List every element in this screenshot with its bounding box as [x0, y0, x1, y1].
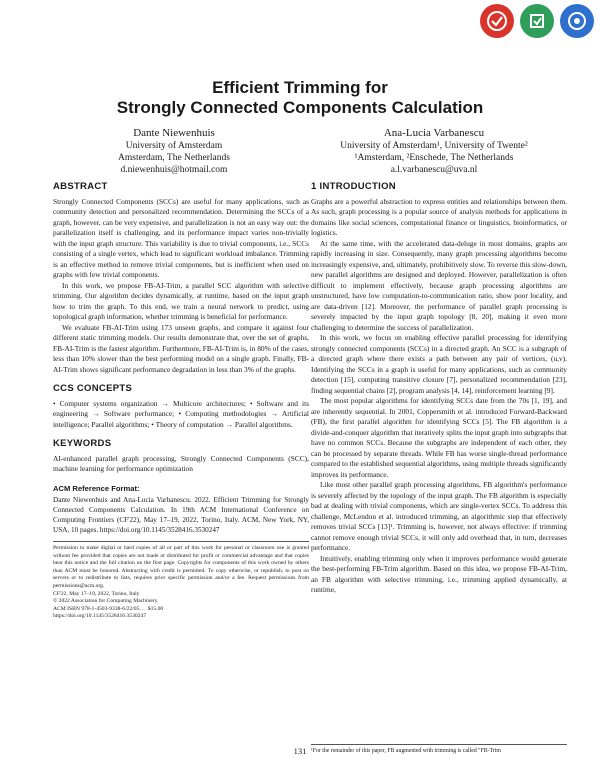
intro-paragraph: Like most other parallel graph processing algorithms, FB algorithm's performance is severely affected by the topology of the input graph. The FB algorithm is especially bad at dealing with trivial components, which are single-vertex SCCs. To address this challenge, McLendon et al. introduced trimming, an algorithmic step that effectively removes trivial SCCs [13]¹. Trimming is, however, not always effective: if trimming cannot remove enough trivial SCCs, it will only add overhead that, in turn, decreases performance. — [311, 480, 567, 552]
author-2 — [304, 126, 564, 176]
page-number: 131 — [293, 746, 307, 756]
keywords-text: AI-enhanced parallel graph processing, Strongly Connected Components (SCC), machine learning for performance optimization — [53, 453, 309, 473]
intro-paragraph: In this work, we focus on enabling effective parallel processing for identifying strongly connected components (SCCs) in a directed graph. An SCC is a subgraph of a directed graph where there exists a path between any pair of vertices, (u,v). Identifying the SCCs in a graph is useful for many applications, such as community detection [15], computing transitive closure [7], personalized recommendation [23], finding sequential chains [2], program analysis [4, 14], reinforcement learning [9]. — [311, 333, 567, 395]
permission-text: Permission to make digital or hard copies of all or part of this work for personal or classroom use is granted without fee provided that copies are not made or distributed for profit or commercial advantage and that copies bear this notice and the full citation on the first page. Copyrights for components of this work owned by others than ACM must be honored. Abstracting with credit is permitted. To copy otherwise, or republish, to post on servers or to redistribute to lists, requires prior specific permission and/or a fee. Request permissions from permissions@acm.org. — [53, 545, 309, 589]
author-location: ¹Amsterdam, ²Enschede, The Netherlands — [354, 153, 514, 163]
author-1 — [44, 126, 304, 176]
author-affiliation: University of Amsterdam¹, University of Twente² — [340, 141, 528, 151]
ccs-concepts: • Computer systems organization → Multicore architectures; • Software and its engineering → Software performance; • Computing methodologies → Artificial intelligence; Parallel algorithms; • Theory of computation → Parallel algorithms. — [53, 398, 309, 429]
title-line-1: Efficient Trimming for — [212, 78, 388, 97]
author-name: Dante Niewenhuis — [133, 127, 215, 139]
intro-paragraph: The most popular algorithms for identifying SCCs date from the 70s [1, 19], and are inherently sequential. In 2001, Coppersmith et al. introduced Forward-Backward (FB), the first parallel algorithm for identifying SCCs [5]. The FB algorithm is a divide-and-conquer algorithm that iteratively splits the input graph into subgraphs that have no common SCCs. Because the subgraphs are independent of each other, they can be processed by separate threads. While FB has worse single-thread performance compared to the established sequential algorithms, using multiple threads significantly improves its performance. — [311, 396, 567, 479]
author-block — [44, 126, 564, 176]
title-line-2: Strongly Connected Components Calculation — [116, 98, 484, 117]
author-email[interactable]: d.niewenhuis@hotmail.com — [120, 165, 228, 175]
author-location: Amsterdam, The Netherlands — [118, 153, 230, 163]
author-email[interactable]: a.l.varbanescu@uva.nl — [390, 165, 478, 175]
isbn-line: ACM ISBN 978-1-4503-9338-6/22/05. . . $15.00 — [53, 605, 164, 612]
permission-notice — [53, 541, 309, 621]
ccs-heading: CCS CONCEPTS — [53, 383, 133, 394]
conference-line: CF'22, May 17–19, 2022, Torino, Italy — [53, 590, 140, 597]
abstract-heading: ABSTRACT — [53, 181, 108, 192]
introduction-heading: 1 INTRODUCTION — [311, 181, 396, 192]
abstract-paragraph: We evaluate FB-AI-Trim using 173 unseen graphs, and compare it against four different static trimming models. Our results demonstrate that, over the set of graphs, FB-AI-Trim is the fastest algorithm. Furthermore, FB-AI-Trim is, in 80% of the cases, less than 10% slower than the best performing model on a single graph. Finally, FB-AI-Trim shows significant performance degradation in less than 3% of the graphs. — [53, 322, 309, 374]
acm-badges — [480, 4, 594, 38]
left-column — [53, 182, 309, 621]
author-name: Ana-Lucia Varbanescu — [383, 127, 485, 139]
abstract-paragraph: In this work, we propose FB-AI-Trim, a parallel SCC algorithm with selective trimming. Our algorithm decides dynamically, at runtime, based on the input graph how to trim the graph. To this end, we train a neural network to predict, using topological graph information, whether trimming is beneficial for performance. — [53, 280, 309, 321]
intro-paragraph: Graphs are a powerful abstraction to express entities and relationships between them. As such, graph processing is a popular source of analysis methods for applications in domains like social sciences, computational finance or linguistics, bioinformatics, or logistics. — [311, 196, 567, 237]
author-affiliation: University of Amsterdam — [125, 141, 223, 151]
artifacts-evaluated-badge-icon — [520, 4, 554, 38]
paper-title — [0, 78, 600, 118]
doi-link[interactable]: https://doi.org/10.1145/3528416.3530247 — [53, 613, 147, 620]
keywords-heading: KEYWORDS — [53, 438, 112, 449]
abstract-paragraph: Strongly Connected Components (SCCs) are useful for many applications, such as community detection and personalized recommendation. Determining the SCCs of a graph, however, can be very expensive, and parallelization is not an easy way out: the parallelization itself is challenging, and its performance impact varies non-trivially with the input graph structure. This variability is due to trivial components, i.e., SCCs consisting of a single vertex, which lead to significant workload imbalance. Trimming is an effective method to remove trivial components, but is inefficient when used on graphs with few trivial components. — [53, 196, 309, 279]
acm-reference-text: Dante Niewenhuis and Ana-Lucia Varbanescu. 2022. Efficient Trimming for Strongly Connected Components Calculation. In 19th ACM International Conference on Computing Frontiers (CF'22), May 17–19, 2022, Torino, Italy. ACM, New York, NY, USA, 10 pages. https://doi.org/10.1145/3528416.3530247 — [53, 496, 309, 534]
intro-paragraph: Intuitively, enabling trimming only when it improves performance would generate the best-performing FB-Trim algorithm. Based on this idea, we propose FB-AI-Trim, an FB algorithm with selective trimming, i.e., trimming applied dynamically, at runtime, — [311, 553, 567, 594]
artifacts-available-badge-icon — [480, 4, 514, 38]
intro-paragraph: At the same time, with the accelerated data-deluge in most domains, graphs are rapidly increasing in size. Consequently, many graph processing algorithms become increasingly expensive, and, ultimately, prohibitively slow. To reverse this slow-down, new parallel algorithms are designed and deployed. However, parallelization is often difficult to implement effectively, because graph processing algorithms are unstructured, have low computation-to-communication ratio, show poor locality, and are data-driven [12]. Moreover, the performance of parallel graph processing is severely impacted by the input graph topology [8, 20], making it even more challenging to determine the success of parallelization. — [311, 238, 567, 332]
acm-reference-heading: ACM Reference Format: — [53, 483, 140, 493]
results-reproduced-badge-icon — [560, 4, 594, 38]
right-column — [311, 182, 567, 596]
copyright-line: © 2022 Association for Computing Machinery. — [53, 598, 159, 605]
footnote: ¹For the remainder of this paper, FB augmented with trimming is called "FB-Trim — [311, 744, 567, 755]
